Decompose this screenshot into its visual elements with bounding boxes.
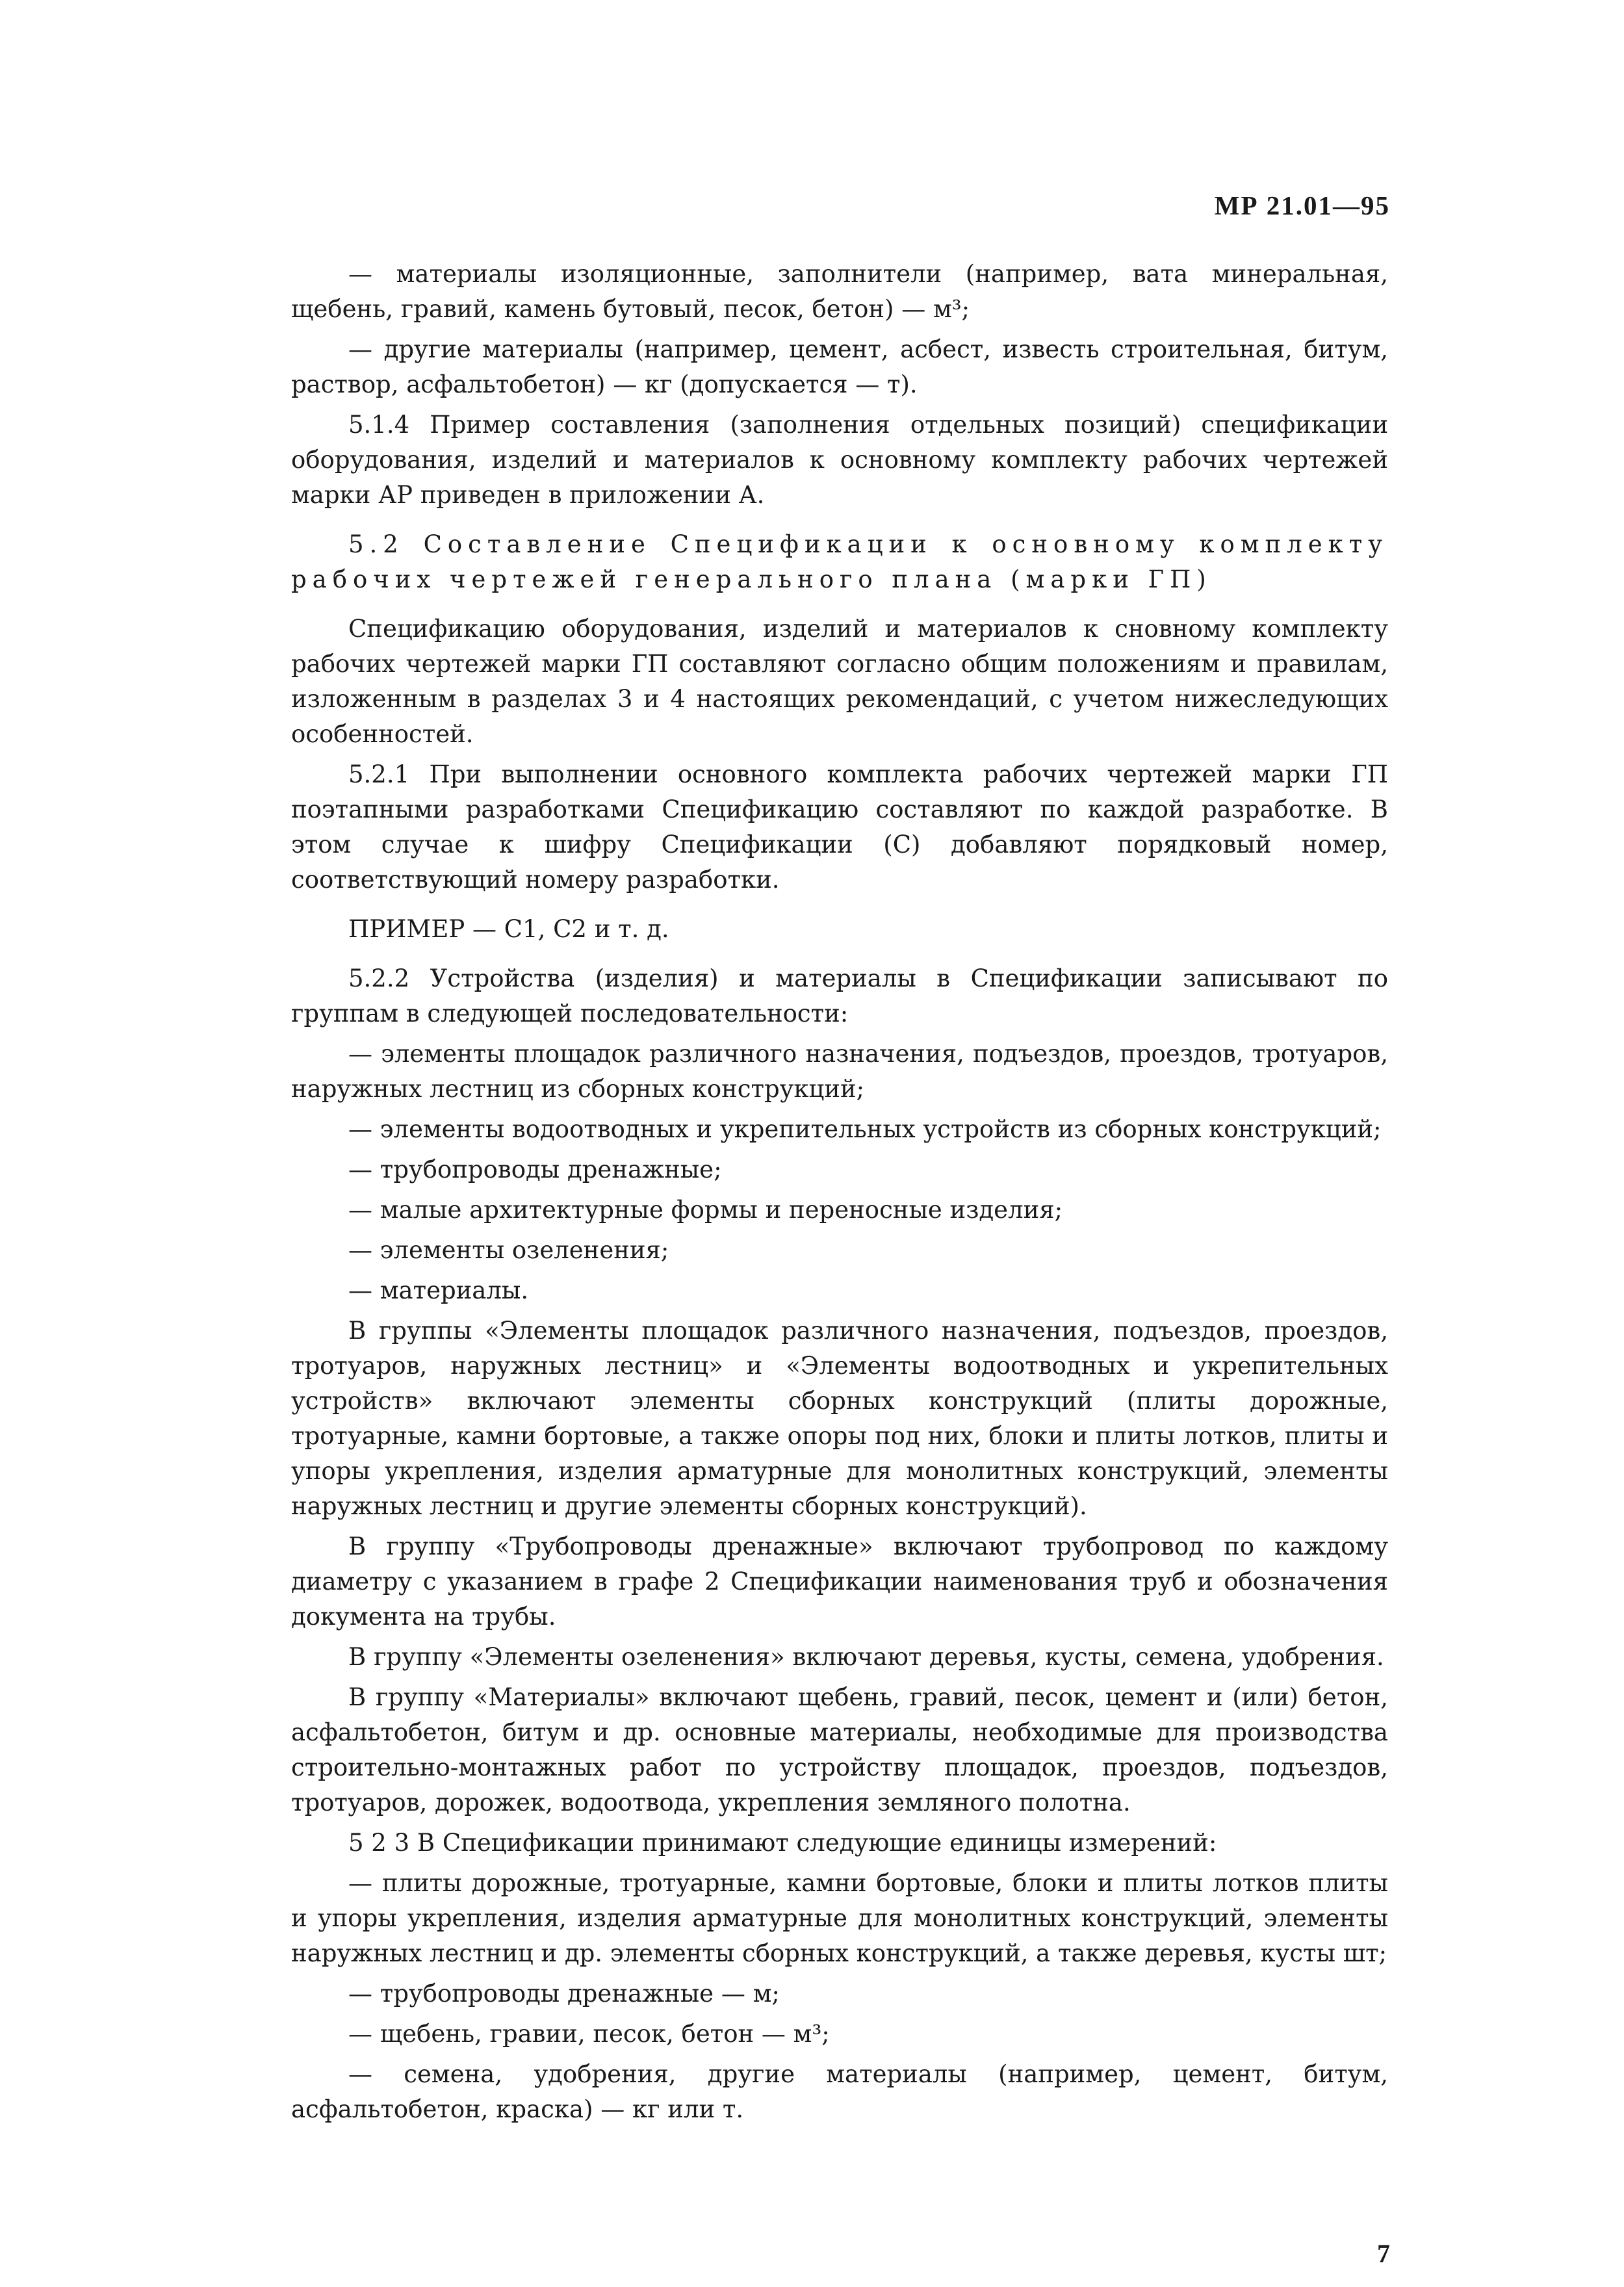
paragraph: В группу «Элементы озеленения» включают деревья, кусты, семена, удобрения. xyxy=(348,1643,1384,1671)
document-code: МР 21.01—95 xyxy=(1214,190,1390,220)
list-item: — семена, удобрения, другие материалы (например, цемент, битум, асфальтобетон, краска) — кг или т. xyxy=(291,2060,1388,2123)
list-item: — плиты дорожные, тротуарные, камни бортовые, блоки и плиты лотков плиты и упоры укрепления, изделия арматурные для монолитных конструкций, элементы наружных лестниц и др. элементы сборных конструкций, а также деревья, кусты шт; xyxy=(291,1869,1388,1967)
paragraph: Спецификацию оборудования, изделий и материалов к сновному комплекту рабочих чертежей марки ГП составляют согласно общим положениям и правилам, изложенным в разделах 3 и 4 настоящих рекомендаций, с учетом нижеследующих особенностей. xyxy=(291,615,1388,748)
example-note: ПРИМЕР — С1, С2 и т. д. xyxy=(348,915,669,943)
list-item: — элементы водоотводных и укрепительных устройств из сборных конструкций; xyxy=(348,1115,1382,1143)
paragraph: 5 2 3 В Спецификации принимают следующие единицы измерений: xyxy=(348,1829,1217,1857)
list-item: — материалы. xyxy=(348,1276,529,1304)
paragraph: 5.1.4 Пример составления (заполнения отдельных позиций) спецификации оборудования, изделий и материалов к основному комплекту рабочих чертежей марки АР приведен в приложении А. xyxy=(291,411,1388,509)
list-item: — малые архитектурные формы и переносные изделия; xyxy=(348,1196,1063,1224)
paragraph: — другие материалы (например, цемент, асбест, известь строительная, битум, раствор, асфальтобетон) — кг (допускается — т). xyxy=(291,335,1388,398)
list-item: — элементы площадок различного назначения, подъездов, проездов, тротуаров, наружных лестниц из сборных конструкций; xyxy=(291,1040,1388,1103)
list-item: — трубопроводы дренажные; xyxy=(348,1156,722,1183)
paragraph: В группу «Трубопроводы дренажные» включают трубопровод по каждому диаметру с указанием в графе 2 Спецификации наименования труб и обозначения документа на трубы. xyxy=(291,1532,1388,1631)
list-item: — трубопроводы дренажные — м; xyxy=(348,1980,780,2008)
section-heading: 5.2 Составление Спецификации к основному комплекту рабочих чертежей генерального плана (марки ГП) xyxy=(291,530,1388,593)
list-item: — элементы озеленения; xyxy=(348,1236,669,1264)
document-body xyxy=(291,257,1388,2132)
paragraph: В группу «Материалы» включают щебень, гравий, песок, цемент и (или) бетон, асфальтобетон, битум и др. основные материалы, необходимые для производства строительно-монтажных работ по устройству площадок, проездов, подъездов, тротуаров, дорожек, водоотвода, укрепления земляного полотна. xyxy=(291,1683,1388,1816)
paragraph: — материалы изоляционные, заполнители (например, вата минеральная, щебень, гравий, камень бутовый, песок, бетон) — м³; xyxy=(291,260,1388,323)
list-item: — щебень, гравии, песок, бетон — м³; xyxy=(348,2020,830,2048)
page-number: 7 xyxy=(1377,2239,1390,2268)
paragraph: В группы «Элементы площадок различного назначения, подъездов, проездов, тротуаров, наружных лестниц» и «Элементы водоотводных и укрепительных устройств» включают элементы сборных конструкций (плиты дорожные, тротуарные, камни бортовые, а также опоры под них, блоки и плиты лотков, плиты и упоры укрепления, изделия арматурные для монолитных конструкций, элементы наружных лестниц и другие элементы сборных конструкций). xyxy=(291,1317,1388,1520)
paragraph: 5.2.1 При выполнении основного комплекта рабочих чертежей марки ГП поэтапными разработками Спецификацию составляют по каждой разработке. В этом случае к шифру Спецификации (С) добавляют порядковый номер, соответствующий номеру разработки. xyxy=(291,760,1388,894)
paragraph: 5.2.2 Устройства (изделия) и материалы в Спецификации записывают по группам в следующей последовательности: xyxy=(291,964,1388,1027)
